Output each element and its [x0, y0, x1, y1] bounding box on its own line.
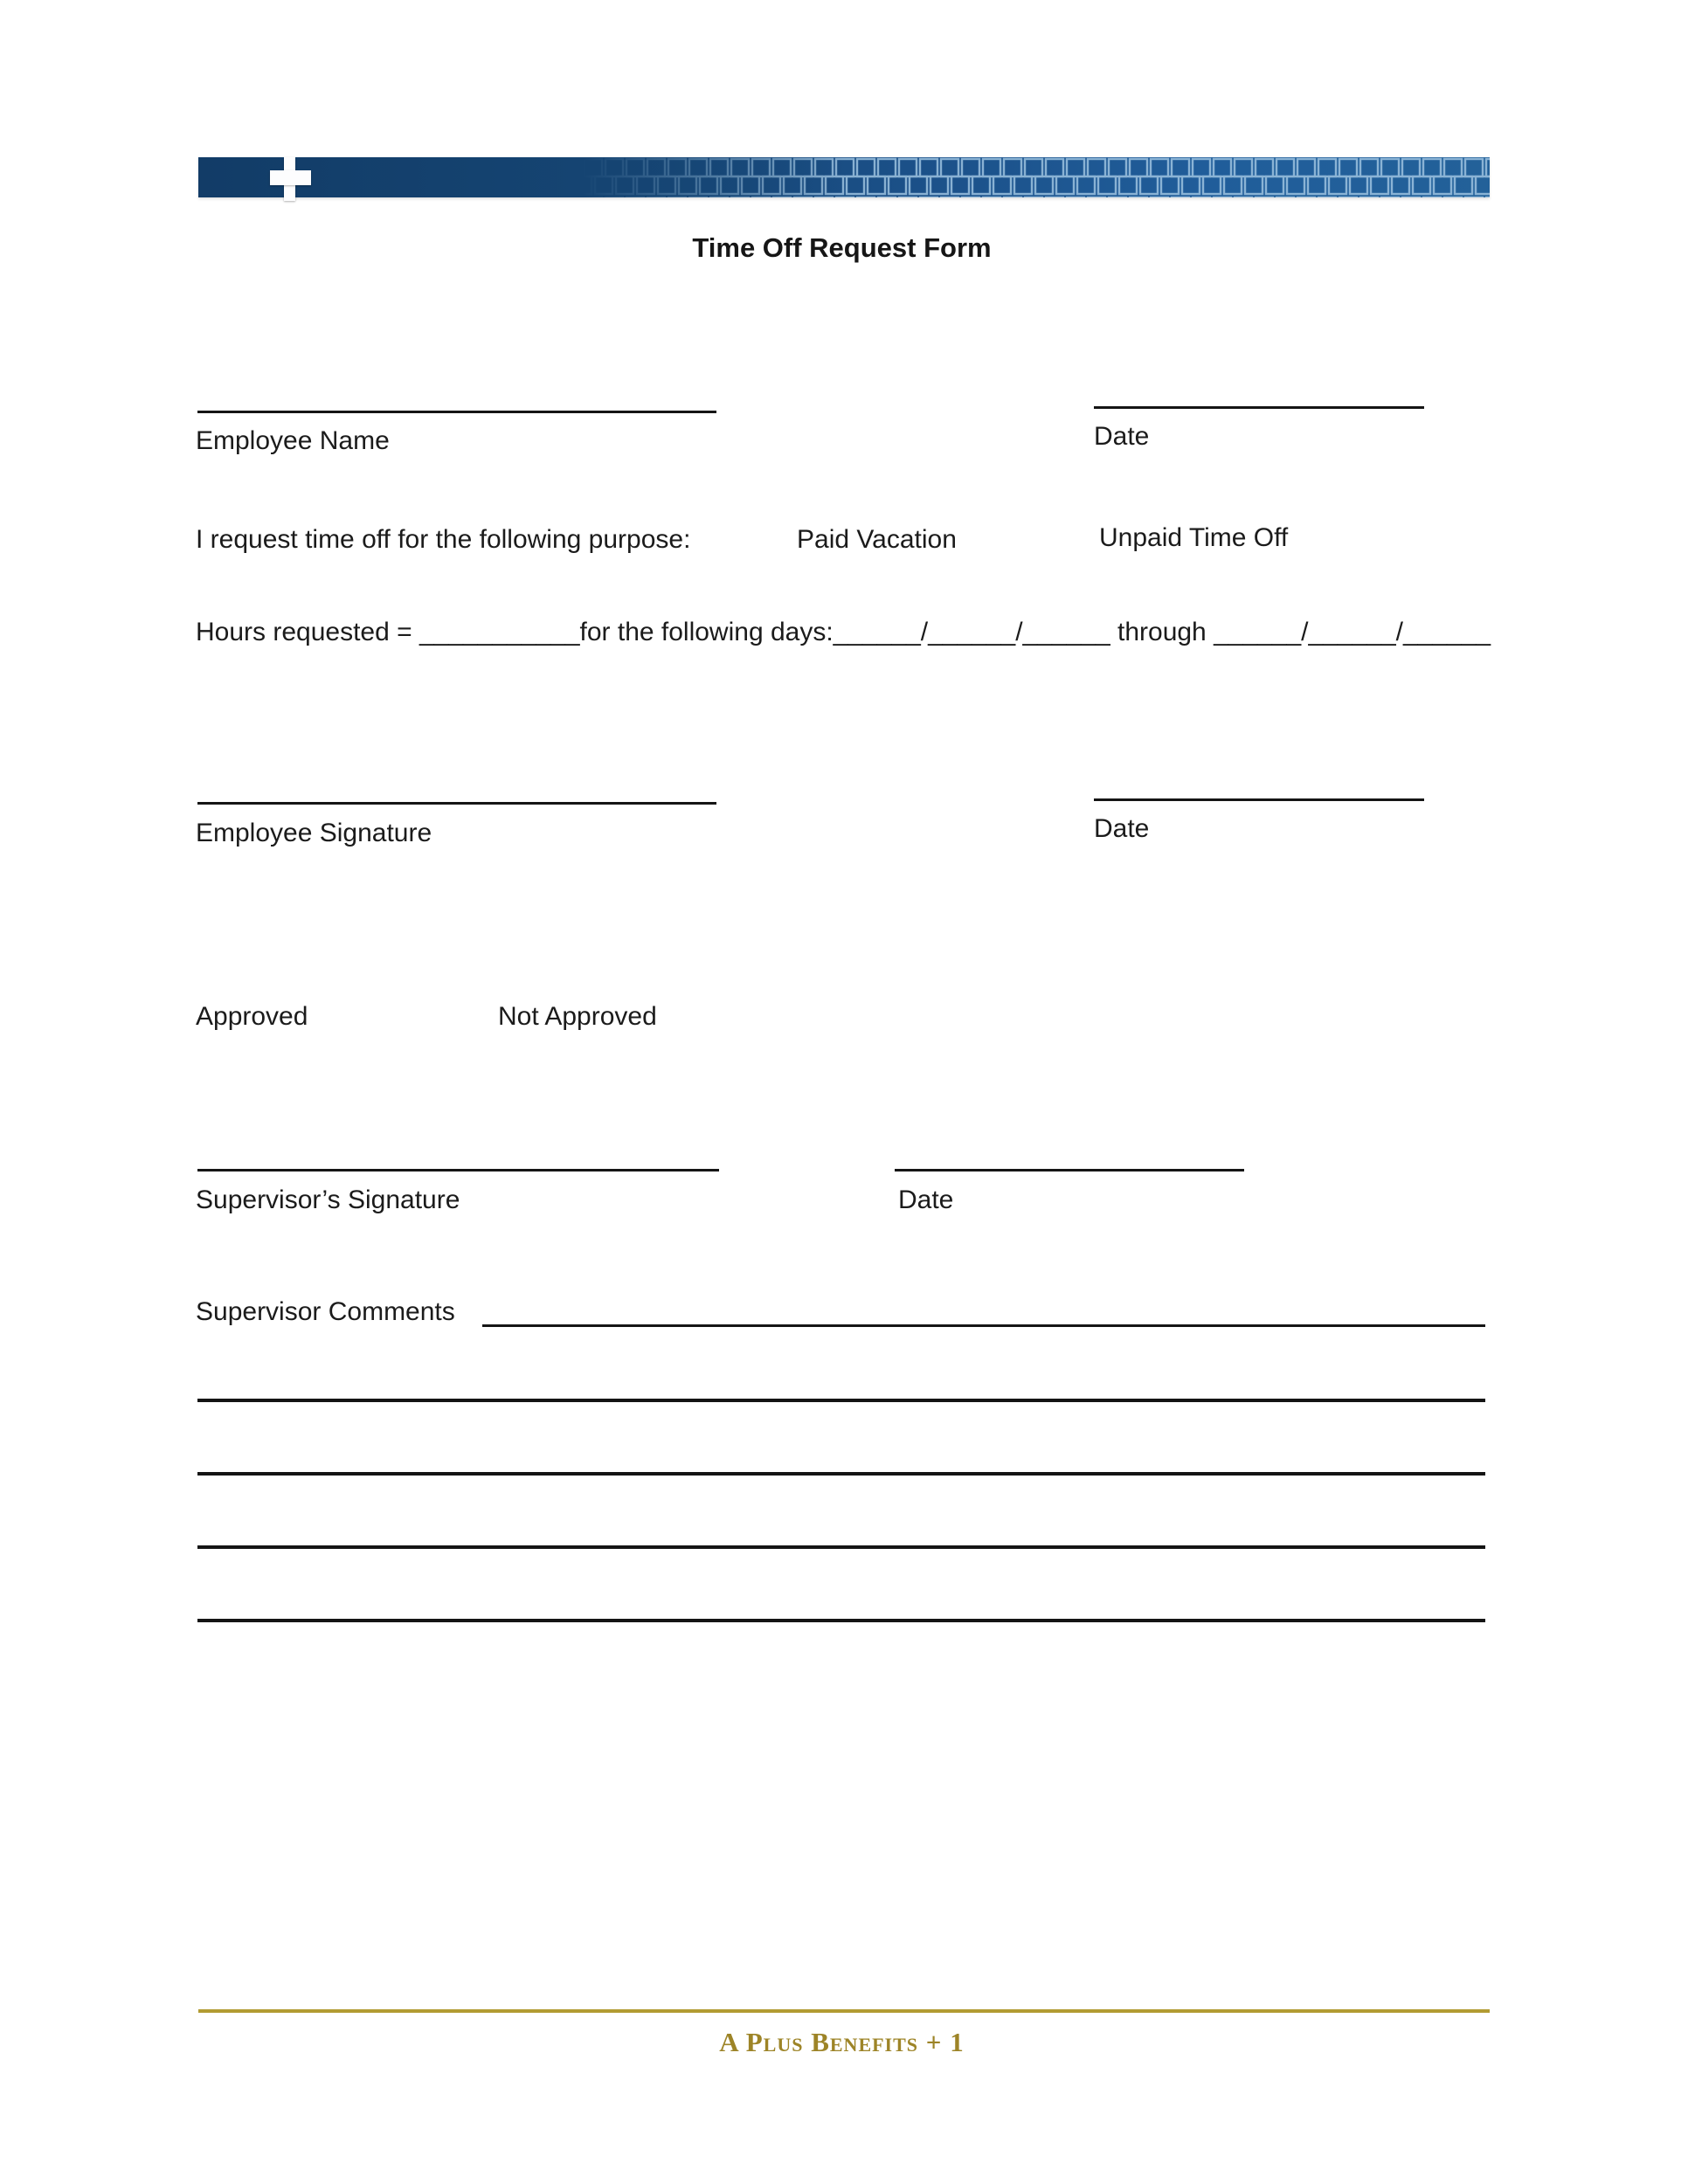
plus-cross-icon — [270, 157, 311, 203]
footer-divider — [198, 2009, 1490, 2013]
supervisor-comments-rule-0 — [482, 1324, 1485, 1327]
not-approved-label: Not Approved — [498, 1002, 657, 1031]
supervisor-signature-label: Supervisor’s Signature — [196, 1185, 460, 1214]
employee-name-label: Employee Name — [196, 426, 390, 455]
date-mid-rule — [1094, 798, 1424, 801]
supervisor-comments-label: Supervisor Comments — [196, 1297, 455, 1326]
supervisor-date-label: Date — [898, 1185, 954, 1214]
hours-requested-line: Hours requested = ___________for the following days:______/______/______ through ______/______/______ — [196, 618, 1491, 646]
purpose-prompt-label: I request time off for the following purpose: — [196, 525, 691, 554]
footer-brand: A Plus Benefits + 1 — [719, 2027, 965, 2057]
date-top-rule — [1094, 406, 1424, 409]
banner-lattice-pattern — [583, 157, 1490, 197]
employee-signature-rule — [197, 802, 716, 805]
supervisor-comments-rule-2 — [197, 1472, 1485, 1476]
employee-name-rule — [197, 411, 716, 413]
employee-signature-label: Employee Signature — [196, 819, 432, 847]
date-top-label: Date — [1094, 422, 1150, 451]
supervisor-date-rule — [895, 1169, 1244, 1171]
supervisor-signature-rule — [197, 1169, 719, 1171]
supervisor-comments-rule-3 — [197, 1545, 1485, 1549]
supervisor-comments-rule-1 — [197, 1399, 1485, 1402]
form-title: Time Off Request Form — [692, 232, 992, 263]
purpose-option-unpaid-time-off: Unpaid Time Off — [1099, 523, 1289, 552]
header-banner — [198, 157, 1490, 197]
date-mid-label: Date — [1094, 814, 1150, 843]
purpose-option-paid-vacation: Paid Vacation — [797, 525, 957, 554]
plus-cross-horizontal-bar — [270, 170, 311, 185]
approved-label: Approved — [196, 1002, 308, 1031]
supervisor-comments-rule-4 — [197, 1619, 1485, 1622]
banner-pattern-fade — [583, 157, 845, 197]
